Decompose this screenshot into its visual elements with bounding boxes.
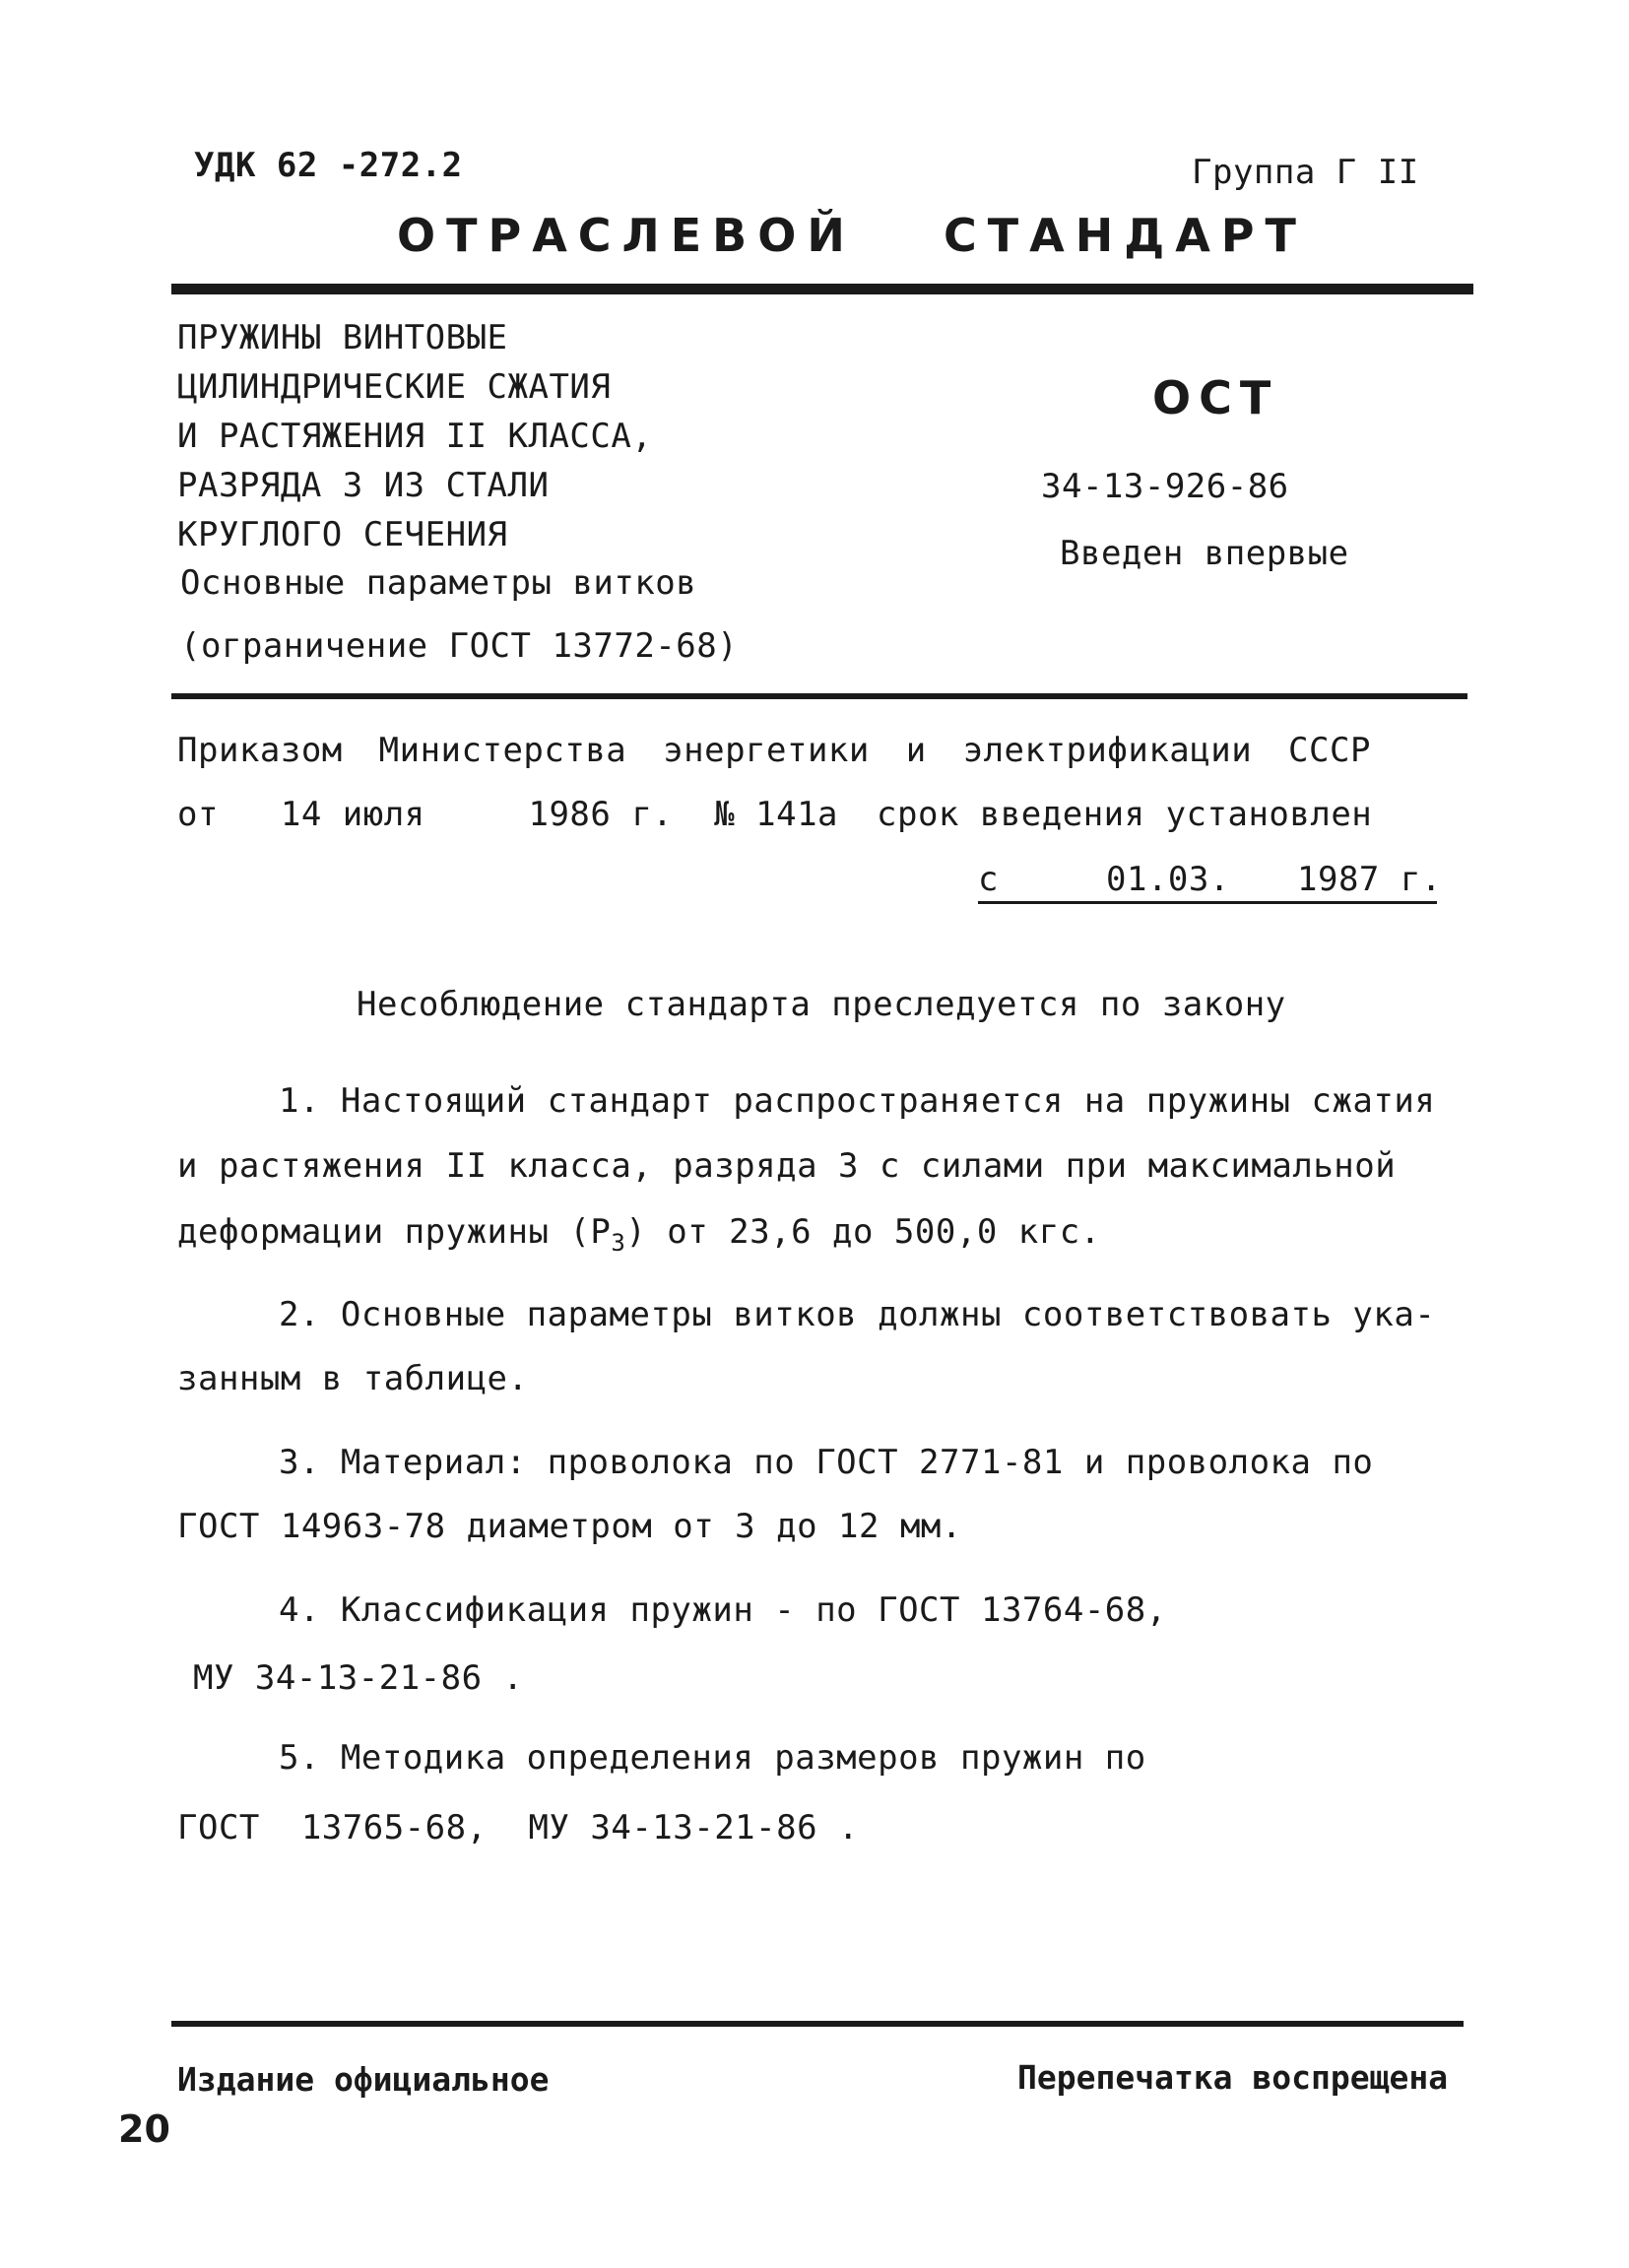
reprint-prohibited: Перепечатка воспрещена	[1017, 2058, 1449, 2097]
paragraph-1-line-3	[177, 1212, 1101, 1257]
paragraph-1-line-2: и растяжения II класса, разряда 3 с силами при максимальной	[177, 1146, 1397, 1186]
force-subscript: 3	[611, 1228, 626, 1257]
subject-line: И РАСТЯЖЕНИЯ II КЛАССА,	[177, 417, 653, 456]
paragraph-1-text-a: деформации пружины (P	[177, 1212, 612, 1252]
ost-number: 34-13-926-86	[1041, 467, 1289, 506]
order-line-1	[177, 731, 1371, 770]
effective-date	[978, 860, 1442, 904]
paragraph-5-line-2: ГОСТ 13765-68, МУ 34-13-21-86 .	[177, 1808, 860, 1847]
top-thick-rule	[171, 284, 1473, 294]
order-word: энергетики	[663, 731, 870, 770]
subject-line: РАЗРЯДА 3 ИЗ СТАЛИ	[177, 466, 550, 505]
ost-label: ОСТ	[1152, 371, 1279, 424]
order-line-2-right: срок введения установлен	[877, 795, 1373, 834]
order-word: Министерства	[378, 731, 627, 770]
subject-line: ЦИЛИНДРИЧЕСКИЕ СЖАТИЯ	[177, 367, 612, 407]
paragraph-5-line-1: 5. Методика определения размеров пружин по	[279, 1738, 1146, 1778]
paragraph-1-line-1: 1. Настоящий стандарт распространяется на пружины сжатия	[279, 1081, 1436, 1121]
standard-subject	[177, 313, 652, 559]
order-word: и	[905, 731, 927, 770]
footer-rule	[171, 2021, 1464, 2027]
paragraph-1-text-b: ) от 23,6 до 500,0 кгс.	[625, 1212, 1101, 1252]
order-line-2-left: от 14 июля 1986 г. № 141а	[177, 795, 839, 834]
middle-rule	[171, 693, 1467, 699]
udk-code: УДК 62 -272.2	[194, 146, 463, 185]
title-standard: СТАНДАРТ	[944, 209, 1307, 262]
introduced-note: Введен впервые	[1060, 534, 1349, 573]
title-industry: ОТРАСЛЕВОЙ	[397, 209, 856, 262]
subject-line: КРУГЛОГО СЕЧЕНИЯ	[177, 515, 508, 554]
paragraph-2-line-2: занным в таблице.	[177, 1359, 529, 1398]
group-code: Группа Г II	[1192, 153, 1419, 192]
effective-date-year: 1987 г.	[1297, 860, 1442, 899]
paragraph-3-line-2: ГОСТ 14963-78 диаметром от 3 до 12 мм.	[177, 1507, 962, 1546]
order-word: электрификации	[962, 731, 1253, 770]
paragraph-4-line-1: 4. Классификация пружин - по ГОСТ 13764-68,	[279, 1590, 1167, 1630]
paragraph-3-line-1: 3. Материал: проволока по ГОСТ 2771-81 и проволока по	[279, 1443, 1374, 1482]
order-word: Приказом	[177, 731, 343, 770]
effective-date-prefix: с	[978, 860, 999, 899]
effective-date-day: 01.03.	[1106, 860, 1230, 899]
legal-warning: Несоблюдение стандарта преследуется по закону	[357, 985, 1286, 1024]
subject-restriction: (ограничение ГОСТ 13772-68)	[180, 626, 739, 666]
page-number: 20	[118, 2107, 170, 2151]
paragraph-4-line-2: МУ 34-13-21-86 .	[193, 1658, 524, 1698]
subject-subtitle: Основные параметры витков	[180, 563, 697, 603]
official-edition: Издание официальное	[177, 2060, 550, 2099]
order-word: СССР	[1288, 731, 1371, 770]
paragraph-2-line-1: 2. Основные параметры витков должны соответствовать ука-	[279, 1295, 1436, 1334]
subject-line: ПРУЖИНЫ ВИНТОВЫЕ	[177, 318, 508, 357]
